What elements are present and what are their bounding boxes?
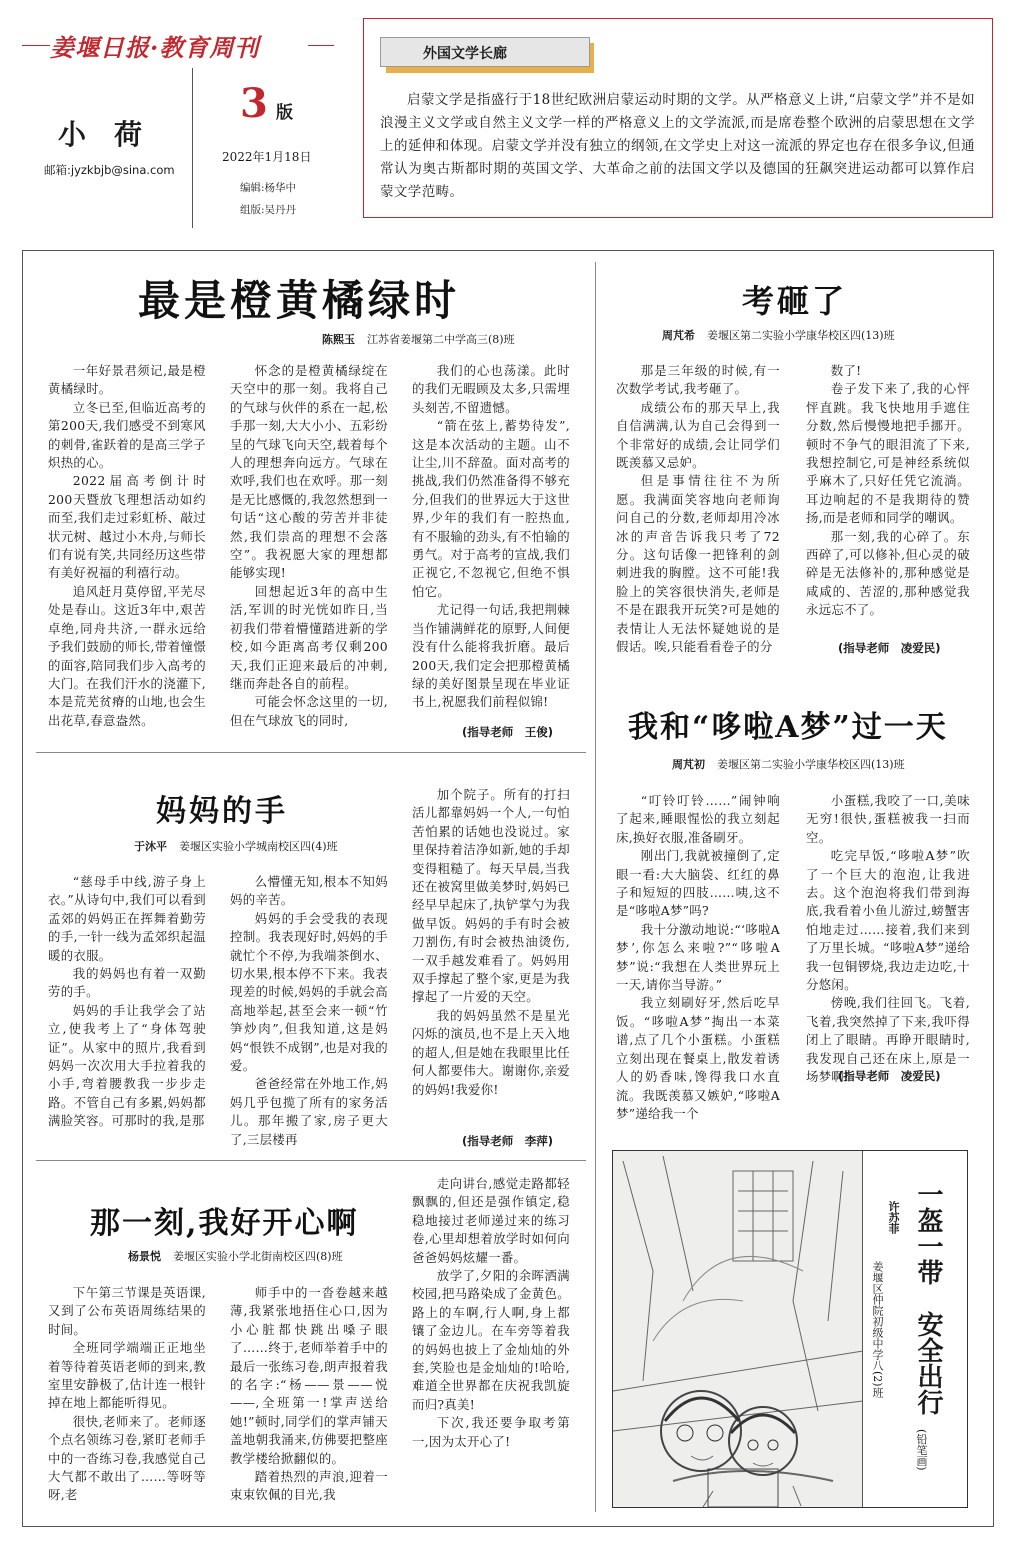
paragraph: 一年好景君须记,最是橙黄橘绿时。	[48, 363, 206, 397]
paragraph: 那一刻,我的心碎了。东西碎了,可以修补,但心灵的破碎是无法修补的,那种感觉是咸咸的、苦涩的,那种感觉我永远忘不了。	[806, 528, 970, 618]
article5-title: 那一刻,我好开心啊	[90, 1206, 359, 1241]
article4-col1	[48, 873, 206, 1163]
masthead	[18, 18, 358, 228]
paper-name: 姜堰日报·教育周刊	[50, 33, 260, 62]
article5-author: 杨景悦	[128, 1250, 161, 1263]
article3-author: 周芃初	[672, 758, 705, 771]
paragraph: 下次,我还要争取考第一,因为太开心了!	[412, 1415, 570, 1449]
article3-school: 姜堰区第二实验小学康华校区四(13)班	[717, 758, 905, 771]
paragraph: “箭在弦上,蓄势待发”,这是本次活动的主题。山不让尘,川不辞盈。面对高考的挑战,我们仍然准备得不够充分,但我们的世界远大于这世界,少年的我们有一腔热血,有不服输的劲头,有不怕输的勇气。对于高考的宣战,我们正视它,不忽视它,但绝不惧怕它。	[412, 418, 570, 599]
issue-date: 2022年1月18日	[222, 150, 312, 164]
article1-byline	[322, 331, 515, 347]
article4-col3	[412, 786, 570, 1126]
email: 邮箱:jyzkbjb@sina.com	[44, 163, 175, 177]
paragraph: 但是事情往往不为所愿。我满面笑容地向老师询问自己的分数,老师却用冷冰冰的声音告诉我只考了72分。这句话像一把锋利的剑刺进我的胸膛。这不可能!我脸上的笑容很快消失,老师是不是在跟我开玩笑?可是她的表情让人无法怀疑她说的是假话。唉,只能看看卷子的分	[616, 473, 780, 655]
article1-title: 最是橙黄橘绿时	[138, 276, 461, 325]
paragraph: “慈母手中线,游子身上衣。”从诗句中,我们可以看到孟郊的妈妈正在挥舞着勤劳的手,一针一线为孟郊织起温暖的衣服。	[48, 874, 206, 963]
paragraph: 我们的心也荡漾。此时的我们无暇顾及太多,只需埋头刻苦,不留遗憾。	[412, 363, 570, 415]
paragraph: 那是三年级的时候,有一次数学考试,我考砸了。	[616, 363, 780, 397]
section-name: 小 荷	[58, 118, 143, 151]
article2-title: 考砸了	[742, 282, 848, 320]
article5-col1	[48, 1284, 206, 1514]
paragraph: 师手中的一沓卷越来越薄,我紧张地捂住心口,因为小心脏都快跳出嗓子眼了……终于,老师举着手中的最后一张练习卷,朗声报着我的名字:“杨——景——悦——,全班第一!掌声送给她!”顿时,同学们的掌声铺天盖地朝我涌来,仿佛要把整座教学楼给掀翻似的。	[230, 1285, 388, 1466]
article2-school: 姜堰区第二实验小学康华校区四(13)班	[707, 329, 895, 342]
article1-author: 陈熙玉	[322, 333, 355, 346]
article4-title: 妈妈的手	[156, 794, 288, 829]
page-number: 3	[240, 80, 268, 127]
article2-author: 周芃希	[662, 329, 695, 342]
article4-byline	[134, 838, 338, 854]
masthead-divider	[192, 68, 193, 228]
paragraph: 尤记得一句话,我把荆棘当作铺满鲜花的原野,人间便没有什么能将我折磨。最后200天,我们定会把那橙黄橘绿的美好图景呈现在毕业证书上,祝愿我们前程似锦!	[412, 602, 570, 710]
paragraph: 数了!	[830, 363, 862, 378]
box-text: 启蒙文学是指盛行于18世纪欧洲启蒙运动时期的文学。从严格意义上讲,“启蒙文学”并不是如浪漫主义文学或自然主义文学一样的严格意义上的文学流派,而是席卷整个欧洲的启蒙思想在文学上的延伸和体现。启蒙文学并没有独立的纲领,在文学史上对这一流派的界定也存在很多争议,但通常认为奥古斯都时期的英国文学、大革命之前的法国文学以及德国的狂飙突进运动都可以算作启蒙文学范畴。	[380, 92, 975, 200]
box-label	[380, 37, 590, 67]
paragraph: 卷子发下来了,我的心怦怦直跳。我飞快地用手遮住分数,然后慢慢地把手挪开。顿时不争气的眼泪流了下来,我想控制它,可是神经系统似乎麻木了,只好任凭它流淌。耳边响起的不是我期待的赞扬,而是老师和同学的嘲讽。	[806, 381, 970, 526]
paragraph: 我的妈妈虽然不是星光闪烁的演员,也不是上天入地的超人,但是她在我眼里比任何人都要伟大。谢谢你,亲爱的妈妈!我爱你!	[412, 1007, 570, 1097]
article4-author: 于沐平	[134, 840, 167, 853]
article3-col1	[616, 792, 780, 1121]
article2-byline	[662, 327, 895, 343]
editor-credit: 编辑:杨华中	[240, 182, 297, 194]
paragraph: “叮铃叮铃……”闹钟响了起来,睡眼惺忪的我立刻起床,换好衣服,准备刷牙。	[616, 793, 780, 845]
divider-article4-bottom	[36, 1160, 586, 1161]
article2-col1	[616, 362, 780, 658]
artwork-title: 一盔一带 安全出行	[913, 1181, 943, 1415]
paragraph: 小蛋糕,我咬了一口,美味无穷!很快,蛋糕被我一扫而空。	[806, 793, 970, 845]
paragraph: 追风赶月莫停留,平芜尽处是春山。这近3年中,艰苦卓绝,同舟共济,一群永远给予我们鼓励的师长,带着憧憬的面容,陪同我们步入高考的大门。在我们汗水的浇灌下,本是荒芜贫瘠的山地,也会生出花草,春意盎然。	[48, 583, 206, 728]
paragraph: 成绩公布的那天早上,我自信满满,认为自己会得到一个非常好的成绩,会让同学们既羡慕又忌妒。	[616, 399, 780, 471]
paragraph: 加个院子。所有的打扫活儿都靠妈妈一个人,一句怕苦怕累的话她也没说过。家里保持着洁净如新,她的手却变得粗糙了。每天早晨,当我还在被窝里做美梦时,妈妈已经早早起床了,执铲掌勺为我做早饭。妈妈的手有时会被刀割伤,有时会被热油烫伤,一双手越发难看了。妈妈用双手撑起了整个家,更是为我撑起了一片爱的天空。	[412, 787, 570, 1005]
box-label-text: 外国文学长廊	[423, 46, 507, 62]
article4-col2	[230, 873, 388, 1163]
artwork-box	[612, 1150, 968, 1508]
paragraph: 可能会怀念这里的一切,但在气球放飞的同时,	[230, 694, 388, 728]
paragraph: 全班同学端端正正地坐着等待着英语老师的到来,教室里安静极了,估计连一根针掉在地上都能听得见。	[48, 1340, 206, 1411]
paragraph: 走向讲台,感觉走路都轻飘飘的,但还是强作镇定,稳稳地接过老师递过来的练习卷,心里却想着放学时如何向爸爸妈妈炫耀一番。	[412, 1176, 570, 1265]
paragraph: 怀念的是橙黄橘绿绽在天空中的那一刻。我将自己的气球与伙伴的系在一起,松手那一刻,大大小小、五彩纷呈的气球飞向天空,载着每个人的理想奔向远方。气球在欢呼,我们也在欢呼。那一刻是无比感慨的,我忽然想到一句话“这心酸的劳苦并非徒然,我们崇高的理想不会落空”。我祝愿大家的理想都能够实现!	[230, 363, 388, 581]
pencil-drawing-sketch	[613, 1151, 863, 1507]
paragraph: 刚出门,我就被撞倒了,定眼一看:大大脑袋、红红的鼻子和短短的四肢……咦,这不是“哆啦A梦”吗?	[616, 848, 780, 919]
article2-teacher: (指导老师 凌爱民)	[838, 641, 941, 655]
article4-teacher: (指导老师 李萍)	[462, 1134, 554, 1148]
artwork-author: 许苏菲	[887, 1201, 900, 1234]
article4-school: 姜堰区实验小学城南校区四(4)班	[179, 840, 338, 853]
article3-teacher: (指导老师 凌爱民)	[838, 1069, 941, 1083]
artwork-school: 姜堰区仲院初级中学八(2)班	[871, 1261, 884, 1398]
paragraph: 回想起近3年的高中生活,军训的时光恍如昨日,当初我们带着懵懂踏进新的学校,如今距离高考仅剩200天,我们正迎来最后的冲刺,继而奔赴各自的前程。	[230, 583, 388, 691]
paragraph: 踏着热烈的声浪,迎着一束束钦佩的目光,我	[230, 1469, 388, 1503]
paragraph: 爸爸经常在外地工作,妈妈几乎包揽了所有的家务活儿。那年搬了家,房子更大了,三层楼再	[230, 1076, 388, 1147]
artwork-medium: (铅笔画)	[915, 1429, 928, 1471]
article5-col3	[412, 1175, 570, 1515]
article2-col2	[806, 362, 970, 634]
paragraph: 我立刻刷好牙,然后吃早饭。“哆啦A梦”掏出一本菜谱,点了几个小蛋糕。小蛋糕立刻出现在餐桌上,散发着诱人的奶香味,馋得我口水直流。我既羡慕又嫉妒,“哆啦A梦”递给我一个	[616, 995, 780, 1121]
article5-byline	[128, 1248, 343, 1264]
paragraph: 么懵懂无知,根本不知妈妈的辛苦。	[230, 874, 388, 908]
article1-col1	[48, 362, 206, 742]
layout-credit: 组版:吴丹丹	[240, 204, 297, 216]
paragraph: 我十分激动地说:“‘哆啦A梦’,你怎么来啦?”“哆啦A梦”说:“我想在人类世界玩上一天,请你当导游。”	[616, 921, 780, 993]
article3-byline	[672, 756, 905, 772]
paragraph: 很快,老师来了。老师逐个点名领练习卷,紧盯老师手中的一沓练习卷,我感觉自己大气都不敢出了……等呀等呀,老	[48, 1413, 206, 1503]
article1-teacher: (指导老师 王俊)	[462, 725, 554, 739]
article3-title: 我和“哆啦A梦”过一天	[628, 710, 948, 745]
article5-col2	[230, 1284, 388, 1514]
article5-school: 姜堰区实验小学北街南校区四(8)班	[173, 1250, 343, 1263]
foreign-literature-box	[363, 18, 993, 218]
divider-col-main	[595, 262, 596, 1512]
paragraph: 我的妈妈也有着一双勤劳的手。	[48, 966, 206, 1000]
paragraph: 妈妈的手让我学会了站立,使我考上了“身体驾驶证”。从家中的照片,我看到妈妈一次次用大手拉着我的小手,弯着腰教我一步步走路。不管自己有多累,妈妈都满脸笑容。可那时的我,是那	[48, 1002, 206, 1129]
paragraph: 吃完早饭,“哆啦A梦”吹了一个巨大的泡泡,让我进去。这个泡泡将我们带到海底,我看着小鱼儿游过,螃蟹害怕地走过……接着,我们来到了万里长城。“哆啦A梦”递给我一包铜锣烧,我边走边吃,十分悠闲。	[806, 848, 970, 993]
paragraph: 妈妈的手会受我的表现控制。我表现好时,妈妈的手就忙个不停,为我端茶倒水、切水果,根本停不下来。我表现差的时候,妈妈的手就会高高地举起,甚至会来一顿“竹笋炒肉”,但我知道,这是妈妈“恨铁不成钢”,也是对我的爱。	[230, 910, 388, 1074]
paragraph: 下午第三节课是英语课,又到了公布英语周练结果的时间。	[48, 1285, 206, 1337]
article1-col2	[230, 362, 388, 742]
page-suffix: 版	[276, 103, 293, 123]
paragraph: 放学了,夕阳的余晖洒满校园,把马路染成了金黄色。路上的车啊,行人啊,身上都镶了金边儿。在车旁等着我的妈妈也披上了金灿灿的外套,笑脸也是金灿灿的!哈哈,难道全世界都在庆祝我凯旋而归?真美!	[412, 1268, 570, 1412]
paragraph: 立冬已至,但临近高考的第200天,我们感受不到寒风的刺骨,雀跃着的是高三学子炽热的心。	[48, 399, 206, 471]
masthead-rule-left	[22, 45, 50, 46]
paragraph: 2022届高考倒计时200天暨放飞理想活动如约而至,我们走过彩虹桥、敲过状元树、越过小木舟,与师长们有说有笑,共同经历这些带有美好祝福的利禧行动。	[48, 473, 206, 581]
divider-article1-bottom	[36, 752, 586, 753]
article1-school: 江苏省姜堰第二中学高三(8)班	[367, 333, 515, 346]
article1-col3	[412, 362, 570, 710]
paragraph: 傍晚,我们往回飞。飞着,飞着,我突然掉了下来,我吓得闭上了眼睛。再睁开眼睛时,我发现自己还在床上,原是一场梦啊!	[806, 995, 970, 1085]
pencil-drawing	[613, 1151, 863, 1507]
masthead-rule-right	[308, 45, 334, 46]
